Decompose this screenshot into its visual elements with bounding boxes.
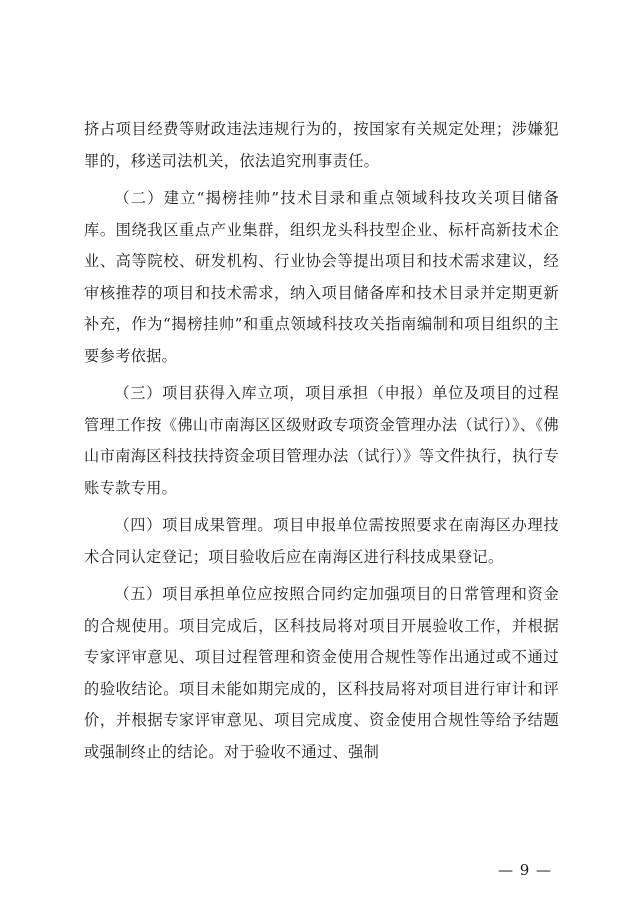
document-body [84,114,559,774]
page-number: — 9 — [497,861,553,879]
paragraph-continuation: 挤占项目经费等财政违法违规行为的，按国家有关规定处理；涉嫌犯罪的，移送司法机关，依法追究刑事责任。 [84,120,559,170]
paragraph-item-3: （三）项目获得入库立项，项目承担（申报）单位及项目的过程管理工作按《佛山市南海区区级财政专项资金管理办法（试行）》、《佛山市南海区科技扶持资金项目管理办法（试行）》等文件执行，执行专账专款专用。 [84,384,559,497]
paragraph-item-5: （五）项目承担单位应按照合同约定加强项目的日常管理和资金的合规使用。项目完成后，区科技局将对项目开展验收工作，并根据专家评审意见、项目过程管理和资金使用合规性等作出通过或不通过的验收结论。项目未能如期完成的，区科技局将对项目进行审计和评价，并根据专家评审意见、项目完成度、资金使用合规性等给予结题或强制终止的结论。对于验收不通过、强制 [84,585,559,761]
paragraph-item-2: （二）建立“揭榜挂帅”技术目录和重点领域科技攻关项目储备库。围绕我区重点产业集群，组织龙头科技型企业、标杆高新技术企业、高等院校、研发机构、行业协会等提出项目和技术需求建议，经审核推荐的项目和技术需求，纳入项目储备库和技术目录并定期更新补充，作为“揭榜挂帅”和重点领域科技攻关指南编制和项目组织的主要参考依据。 [84,189,559,365]
paragraph-item-4: （四）项目成果管理。项目申报单位需按照要求在南海区办理技术合同认定登记；项目验收后应在南海区进行科技成果登记。 [84,516,559,566]
